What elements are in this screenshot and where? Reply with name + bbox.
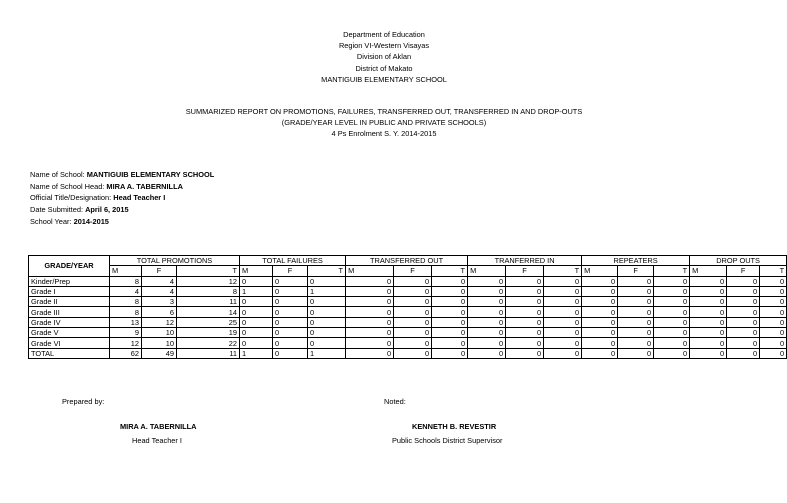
value-cell: 0 xyxy=(544,328,582,338)
value-cell: 0 xyxy=(654,348,690,358)
header-department: Department of Education xyxy=(343,30,425,39)
value-cell: 0 xyxy=(582,317,618,327)
value-cell: 0 xyxy=(240,317,273,327)
value-cell: 0 xyxy=(240,276,273,286)
value-cell: 0 xyxy=(760,276,787,286)
designation-value: Head Teacher I xyxy=(113,193,166,203)
value-cell: 0 xyxy=(346,317,394,327)
transferred-out-header: TRANSFERRED OUT xyxy=(346,256,468,266)
value-cell: 0 xyxy=(727,286,760,296)
value-cell: 0 xyxy=(506,307,544,317)
value-cell: 8 xyxy=(177,286,240,296)
value-cell: 0 xyxy=(394,286,432,296)
drop-outs-header: DROP OUTS xyxy=(690,256,787,266)
noted-label: Noted: xyxy=(384,397,406,406)
grade-label-cell: TOTAL xyxy=(29,348,110,358)
value-cell: 0 xyxy=(308,338,346,348)
value-cell: 0 xyxy=(273,328,308,338)
value-cell: 0 xyxy=(544,297,582,307)
value-cell: 0 xyxy=(308,297,346,307)
sub-header-f: F xyxy=(727,266,760,276)
school-year-label: School Year: xyxy=(30,216,72,226)
value-cell: 0 xyxy=(690,307,727,317)
value-cell: 0 xyxy=(346,297,394,307)
value-cell: 0 xyxy=(240,328,273,338)
value-cell: 0 xyxy=(432,307,468,317)
school-head-value: MIRA A. TABERNILLA xyxy=(106,181,183,191)
value-cell: 11 xyxy=(177,297,240,307)
value-cell: 0 xyxy=(690,328,727,338)
value-cell: 25 xyxy=(177,317,240,327)
sub-header-f: F xyxy=(142,266,177,276)
date-label: Date Submitted: xyxy=(30,205,83,215)
value-cell: 0 xyxy=(394,348,432,358)
value-cell: 0 xyxy=(544,317,582,327)
total-promotions-header: TOTAL PROMOTIONS xyxy=(110,256,240,266)
value-cell: 0 xyxy=(346,276,394,286)
prepared-by-name: MIRA A. TABERNILLA xyxy=(120,422,197,431)
value-cell: 1 xyxy=(240,348,273,358)
grade-label-cell: Grade IV xyxy=(29,317,110,327)
value-cell: 0 xyxy=(432,276,468,286)
table-row xyxy=(29,307,787,317)
grade-label-cell: Grade VI xyxy=(29,338,110,348)
value-cell: 0 xyxy=(468,338,506,348)
value-cell: 0 xyxy=(346,328,394,338)
value-cell: 0 xyxy=(468,317,506,327)
value-cell: 0 xyxy=(273,286,308,296)
value-cell: 0 xyxy=(273,317,308,327)
value-cell: 0 xyxy=(618,338,654,348)
value-cell: 0 xyxy=(618,286,654,296)
value-cell: 0 xyxy=(394,307,432,317)
value-cell: 0 xyxy=(432,338,468,348)
report-title-main: SUMMARIZED REPORT ON PROMOTIONS, FAILURES, TRANSFERRED OUT, TRANSFERRED IN AND DROP-OUTS xyxy=(185,107,583,116)
value-cell: 0 xyxy=(654,338,690,348)
repeaters-header: REPEATERS xyxy=(582,256,690,266)
value-cell: 0 xyxy=(690,276,727,286)
value-cell: 0 xyxy=(346,348,394,358)
value-cell: 49 xyxy=(142,348,177,358)
value-cell: 0 xyxy=(394,338,432,348)
value-cell: 12 xyxy=(142,317,177,327)
designation-label: Official Title/Designation: xyxy=(30,193,112,203)
sub-header-m: M xyxy=(346,266,394,276)
value-cell: 1 xyxy=(308,348,346,358)
value-cell: 0 xyxy=(654,328,690,338)
value-cell: 0 xyxy=(582,307,618,317)
value-cell: 0 xyxy=(506,317,544,327)
value-cell: 0 xyxy=(308,276,346,286)
sub-header-m: M xyxy=(690,266,727,276)
value-cell: 0 xyxy=(240,297,273,307)
grade-label-cell: Grade V xyxy=(29,328,110,338)
report-title xyxy=(0,106,768,140)
sub-header-t: T xyxy=(760,266,787,276)
value-cell: 0 xyxy=(654,286,690,296)
value-cell: 0 xyxy=(582,348,618,358)
value-cell: 0 xyxy=(760,307,787,317)
value-cell: 0 xyxy=(394,297,432,307)
value-cell: 0 xyxy=(654,317,690,327)
value-cell: 9 xyxy=(110,328,142,338)
prepared-by-title: Head Teacher I xyxy=(132,436,182,445)
value-cell: 0 xyxy=(727,317,760,327)
school-year-row xyxy=(30,216,214,228)
sub-header-m: M xyxy=(110,266,142,276)
value-cell: 0 xyxy=(273,276,308,286)
value-cell: 0 xyxy=(468,286,506,296)
sub-header-row xyxy=(29,266,787,276)
school-head-label: Name of School Head: xyxy=(30,181,105,191)
table-row xyxy=(29,276,787,286)
value-cell: 0 xyxy=(468,276,506,286)
value-cell: 0 xyxy=(582,276,618,286)
header-district: District of Makato xyxy=(355,63,413,73)
value-cell: 3 xyxy=(142,297,177,307)
value-cell: 0 xyxy=(544,307,582,317)
sub-header-f: F xyxy=(273,266,308,276)
value-cell: 0 xyxy=(727,338,760,348)
grade-label-cell: Grade I xyxy=(29,286,110,296)
value-cell: 0 xyxy=(506,286,544,296)
value-cell: 0 xyxy=(690,338,727,348)
grade-year-header: GRADE/YEAR xyxy=(29,256,110,277)
sub-header-t: T xyxy=(544,266,582,276)
header-region: Region VI-Western Visayas xyxy=(338,41,430,51)
value-cell: 22 xyxy=(177,338,240,348)
sub-header-m: M xyxy=(582,266,618,276)
agency-header xyxy=(0,29,768,85)
sub-header-t: T xyxy=(308,266,346,276)
value-cell: 0 xyxy=(618,307,654,317)
value-cell: 0 xyxy=(760,317,787,327)
value-cell: 0 xyxy=(346,286,394,296)
designation-row xyxy=(30,192,214,204)
grade-label-cell: Grade II xyxy=(29,297,110,307)
sub-header-f: F xyxy=(618,266,654,276)
value-cell: 8 xyxy=(110,276,142,286)
school-year-value: 2014-2015 xyxy=(73,216,109,226)
value-cell: 12 xyxy=(177,276,240,286)
value-cell: 0 xyxy=(394,276,432,286)
report-table-body xyxy=(29,276,787,358)
report-title-scope: (GRADE/YEAR LEVEL IN PUBLIC AND PRIVATE SCHOOLS) xyxy=(281,118,487,128)
noted-by-title: Public Schools District Supervisor xyxy=(392,436,503,445)
value-cell: 0 xyxy=(432,328,468,338)
value-cell: 0 xyxy=(240,307,273,317)
value-cell: 12 xyxy=(110,338,142,348)
value-cell: 19 xyxy=(177,328,240,338)
value-cell: 0 xyxy=(760,348,787,358)
sub-header-t: T xyxy=(432,266,468,276)
noted-by-name: KENNETH B. REVESTIR xyxy=(412,422,497,431)
table-row xyxy=(29,317,787,327)
value-cell: 0 xyxy=(690,297,727,307)
value-cell: 0 xyxy=(727,307,760,317)
sub-header-f: F xyxy=(506,266,544,276)
sub-header-m: M xyxy=(468,266,506,276)
group-header-row xyxy=(29,256,787,266)
value-cell: 0 xyxy=(690,286,727,296)
value-cell: 0 xyxy=(690,348,727,358)
value-cell: 0 xyxy=(727,276,760,286)
value-cell: 0 xyxy=(273,348,308,358)
header-division: Division of Aklan xyxy=(356,52,412,62)
school-name-label: Name of School: xyxy=(30,170,85,179)
value-cell: 0 xyxy=(760,338,787,348)
value-cell: 0 xyxy=(432,348,468,358)
value-cell: 4 xyxy=(142,286,177,296)
grade-label-cell: Grade III xyxy=(29,307,110,317)
value-cell: 0 xyxy=(760,297,787,307)
table-row xyxy=(29,286,787,296)
value-cell: 0 xyxy=(346,338,394,348)
value-cell: 0 xyxy=(506,276,544,286)
value-cell: 8 xyxy=(110,297,142,307)
value-cell: 0 xyxy=(760,286,787,296)
value-cell: 6 xyxy=(142,307,177,317)
value-cell: 0 xyxy=(544,348,582,358)
value-cell: 1 xyxy=(240,286,273,296)
value-cell: 0 xyxy=(346,307,394,317)
value-cell: 0 xyxy=(432,297,468,307)
value-cell: 0 xyxy=(468,348,506,358)
report-table xyxy=(28,255,787,359)
value-cell: 8 xyxy=(110,307,142,317)
value-cell: 10 xyxy=(142,338,177,348)
value-cell: 0 xyxy=(506,348,544,358)
value-cell: 0 xyxy=(582,338,618,348)
value-cell: 0 xyxy=(654,307,690,317)
sub-header-m: M xyxy=(240,266,273,276)
report-title-enrolment: 4 Ps Enrolment S. Y. 2014-2015 xyxy=(331,129,437,139)
value-cell: 10 xyxy=(142,328,177,338)
value-cell: 0 xyxy=(727,348,760,358)
date-row xyxy=(30,204,214,216)
sub-header-f: F xyxy=(394,266,432,276)
value-cell: 0 xyxy=(432,286,468,296)
value-cell: 0 xyxy=(654,276,690,286)
value-cell: 4 xyxy=(110,286,142,296)
value-cell: 0 xyxy=(618,297,654,307)
value-cell: 0 xyxy=(760,328,787,338)
value-cell: 0 xyxy=(468,328,506,338)
value-cell: 0 xyxy=(273,307,308,317)
total-failures-header: TOTAL FAILURES xyxy=(240,256,346,266)
value-cell: 0 xyxy=(506,338,544,348)
value-cell: 0 xyxy=(308,317,346,327)
date-value: April 6, 2015 xyxy=(85,205,129,215)
table-row xyxy=(29,297,787,307)
value-cell: 0 xyxy=(432,317,468,327)
school-info xyxy=(30,169,214,228)
value-cell: 0 xyxy=(544,276,582,286)
value-cell: 0 xyxy=(618,328,654,338)
value-cell: 4 xyxy=(142,276,177,286)
value-cell: 0 xyxy=(727,328,760,338)
prepared-by-label: Prepared by: xyxy=(62,397,105,406)
value-cell: 0 xyxy=(468,297,506,307)
value-cell: 0 xyxy=(690,317,727,327)
school-name-value: MANTIGUIB ELEMENTARY SCHOOL xyxy=(86,170,215,179)
value-cell: 0 xyxy=(618,317,654,327)
sub-header-t: T xyxy=(654,266,690,276)
value-cell: 0 xyxy=(582,286,618,296)
value-cell: 0 xyxy=(654,297,690,307)
value-cell: 0 xyxy=(618,348,654,358)
grade-label-cell: Kinder/Prep xyxy=(29,276,110,286)
sub-header-t: T xyxy=(177,266,240,276)
value-cell: 0 xyxy=(582,297,618,307)
value-cell: 0 xyxy=(544,286,582,296)
table-row xyxy=(29,348,787,358)
school-name-row xyxy=(30,169,214,181)
value-cell: 0 xyxy=(308,307,346,317)
value-cell: 1 xyxy=(308,286,346,296)
transferred-in-header: TRANFERRED IN xyxy=(468,256,582,266)
value-cell: 62 xyxy=(110,348,142,358)
value-cell: 0 xyxy=(506,328,544,338)
value-cell: 0 xyxy=(308,328,346,338)
value-cell: 0 xyxy=(506,297,544,307)
value-cell: 11 xyxy=(177,348,240,358)
value-cell: 0 xyxy=(273,297,308,307)
value-cell: 0 xyxy=(468,307,506,317)
value-cell: 0 xyxy=(544,338,582,348)
value-cell: 0 xyxy=(394,317,432,327)
value-cell: 0 xyxy=(727,297,760,307)
school-head-row xyxy=(30,181,214,193)
value-cell: 0 xyxy=(618,276,654,286)
value-cell: 0 xyxy=(582,328,618,338)
value-cell: 14 xyxy=(177,307,240,317)
value-cell: 13 xyxy=(110,317,142,327)
value-cell: 0 xyxy=(394,328,432,338)
value-cell: 0 xyxy=(273,338,308,348)
table-row xyxy=(29,338,787,348)
table-row xyxy=(29,328,787,338)
value-cell: 0 xyxy=(240,338,273,348)
header-school: MANTIGUIB ELEMENTARY SCHOOL xyxy=(321,74,447,84)
